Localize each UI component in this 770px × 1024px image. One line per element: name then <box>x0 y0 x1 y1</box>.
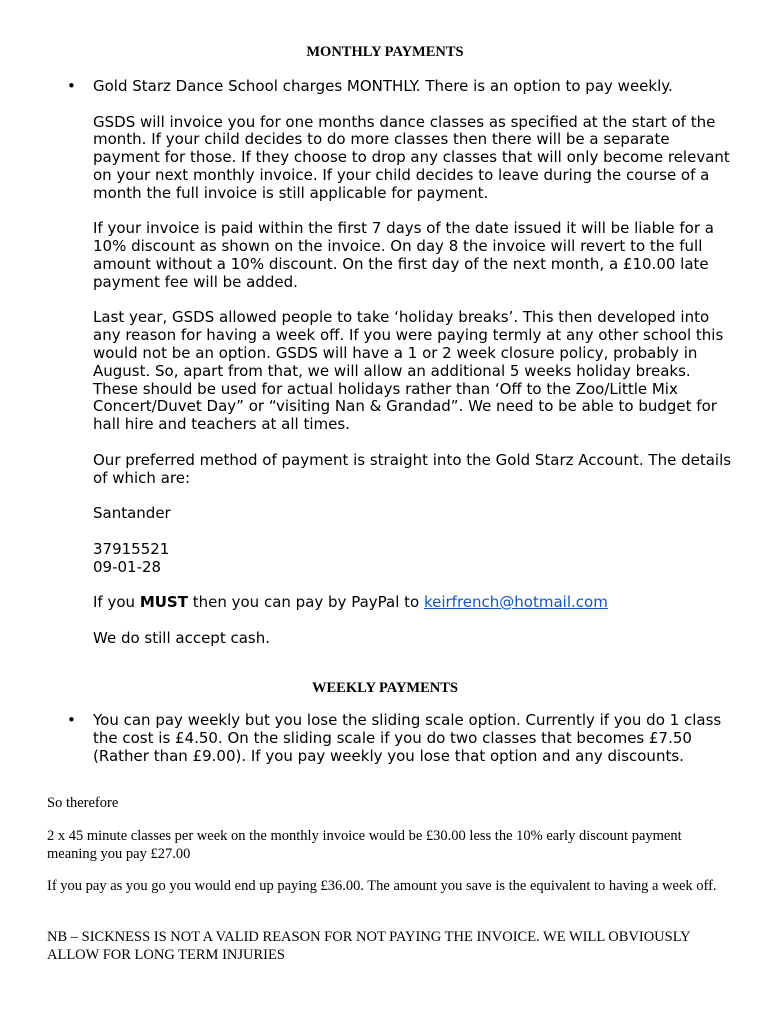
monthly-payments-section <box>93 78 733 648</box>
sort-code: 09-01-28 <box>93 557 162 576</box>
bullet-icon: • <box>67 711 76 729</box>
account-number: 37915521 <box>93 539 170 558</box>
monthly-intro-paragraph: Gold Starz Dance School charges MONTHLY. There is an option to pay weekly. <box>93 77 673 95</box>
monthly-payments-heading: MONTHLY PAYMENTS <box>306 44 464 60</box>
paypal-email-link[interactable]: keirfrench@hotmail.com <box>423 593 608 612</box>
cash-paragraph: We do still accept cash. <box>93 628 270 647</box>
paypal-prefix-text: If you <box>93 593 140 612</box>
so-therefore-text: So therefore <box>47 795 119 811</box>
paypal-must-text: MUST <box>139 593 188 612</box>
weekly-payments-section <box>93 712 733 765</box>
discount-policy-paragraph: If your invoice is paid within the first 7 days of the date issued it will be liable for a 10% discount as shown on the invoice. On day 8 the invoice will revert to the full amount without a 10% discount. On the first day of the next month, a £10.00 late payment fee will be added. <box>93 219 714 291</box>
holiday-breaks-paragraph: Last year, GSDS allowed people to take ‘holiday breaks’. This then developed into any reason for having a week off. If you were paying termly at any other school this would not be an option. GSDS will have a 1 or 2 week closure policy, probably in August. So, apart from that, we will allow an additional 5 weeks holiday breaks. These should be used for actual holidays rather than ‘Off to the Zoo/Little Mix Concert/Duvet Day” or “visiting Nan & Grandad”. We need to be able to budget for hall hire and teachers at all times. <box>93 308 724 434</box>
paypal-paragraph <box>93 594 733 612</box>
payment-method-paragraph: Our preferred method of payment is straight into the Gold Starz Account. The details of which are: <box>93 450 732 487</box>
bullet-icon: • <box>67 77 76 95</box>
monthly-example-paragraph: 2 x 45 minute classes per week on the monthly invoice would be £30.00 less the 10% early discount payment meaning you pay £27.00 <box>47 828 682 862</box>
bank-name: Santander <box>93 504 171 523</box>
payg-example-paragraph: If you pay as you go you would end up paying £36.00. The amount you save is the equivalent to having a week off. <box>47 878 717 894</box>
invoice-policy-paragraph: GSDS will invoice you for one months dance classes as specified at the start of the month. If your child decides to do more classes then there will be a separate payment for those. If they choose to drop any classes that will only become relevant on your next monthly invoice. If your child decides to leave during the course of a month the full invoice is still applicable for payment. <box>93 112 730 202</box>
weekly-payments-paragraph: You can pay weekly but you lose the sliding scale option. Currently if you do 1 class the cost is £4.50. On the sliding scale if you do two classes that becomes £7.50 (Rather than £9.00). If you pay weekly you lose that option and any discounts. <box>93 711 722 765</box>
weekly-payments-heading: WEEKLY PAYMENTS <box>312 680 458 696</box>
sickness-note-paragraph: NB – SICKNESS IS NOT A VALID REASON FOR NOT PAYING THE INVOICE. WE WILL OBVIOUSLY ALLOW FOR LONG TERM INJURIES <box>47 929 691 963</box>
paypal-middle-text: then you can pay by PayPal to <box>187 593 424 612</box>
